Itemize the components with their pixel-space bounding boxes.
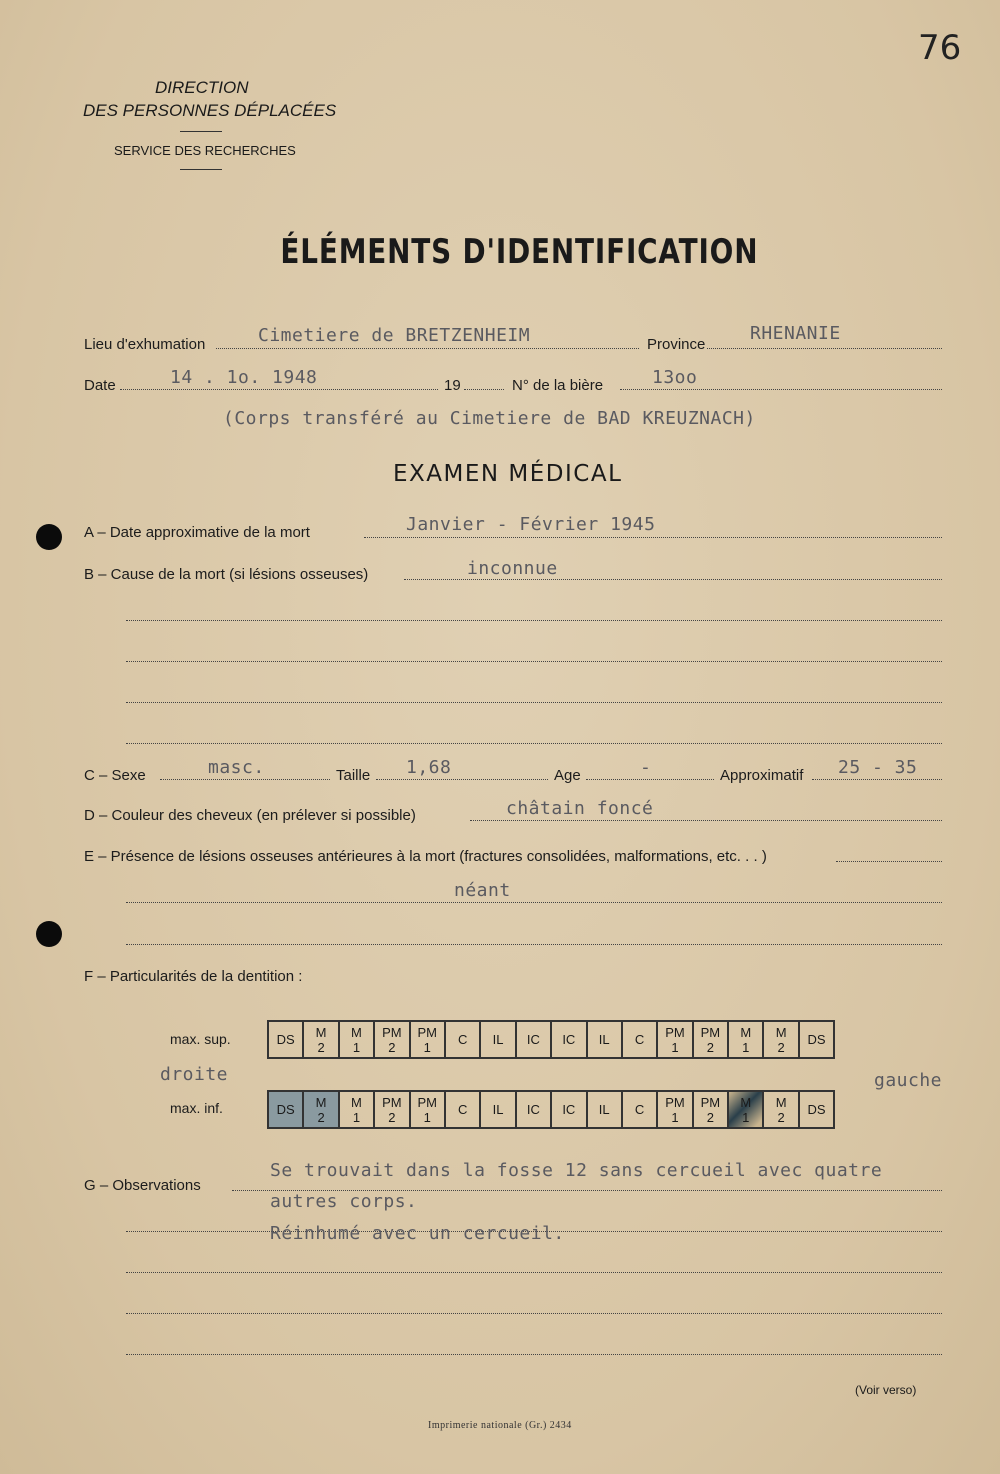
tooth-number: 1 <box>742 1109 750 1125</box>
section-g-line-4 <box>126 1313 942 1314</box>
lower-tooth-cell <box>303 1091 338 1128</box>
lower-tooth-cell <box>622 1091 657 1128</box>
section-g-line-5 <box>126 1354 942 1355</box>
section-d-line <box>470 820 942 821</box>
section-a-label: A – Date approximative de la mort <box>84 524 310 541</box>
section-b-value: inconnue <box>467 558 558 579</box>
tooth-code: PM <box>665 1024 685 1040</box>
section-b-line-4 <box>126 702 942 703</box>
section-d-label: D – Couleur des cheveux (en prélever si possible) <box>84 807 416 824</box>
lower-tooth-cell <box>763 1091 798 1128</box>
date-line <box>120 389 438 390</box>
section-b-line-5 <box>126 743 942 744</box>
droite-label: droite <box>160 1064 229 1085</box>
tooth-number: 1 <box>671 1109 679 1125</box>
tooth-code: PM <box>417 1024 437 1040</box>
lower-teeth-chart <box>267 1090 835 1129</box>
tooth-code: M <box>351 1024 362 1040</box>
lower-tooth-cell <box>728 1091 763 1128</box>
section-f-label: F – Particularités de la dentition : <box>84 968 303 985</box>
exam-title: EXAMEN MÉDICAL <box>393 461 623 487</box>
lower-tooth-cell <box>445 1091 480 1128</box>
approx-label: Approximatif <box>720 767 804 784</box>
header-direction: DIRECTION <box>155 78 249 97</box>
date-label: Date <box>84 377 116 394</box>
upper-tooth-cell <box>728 1021 763 1058</box>
upper-tooth-cell <box>480 1021 515 1058</box>
tooth-code: C <box>634 1102 645 1117</box>
tooth-number: 2 <box>388 1039 396 1055</box>
tooth-number: 2 <box>317 1039 325 1055</box>
upper-tooth-cell <box>657 1021 692 1058</box>
section-d-value: châtain foncé <box>506 798 654 819</box>
date-value: 14 . 1o. 1948 <box>170 367 318 388</box>
approx-line <box>812 779 942 780</box>
section-g-line-3 <box>126 1272 942 1273</box>
tooth-code: M <box>315 1024 327 1040</box>
section-a-line <box>364 537 942 538</box>
section-b-label: B – Cause de la mort (si lésions osseuses) <box>84 566 369 583</box>
taille-value: 1,68 <box>406 757 452 778</box>
upper-tooth-cell <box>410 1021 445 1058</box>
lower-tooth-cell <box>374 1091 409 1128</box>
biere-line <box>620 389 942 390</box>
max-inf-label: max. inf. <box>170 1100 223 1116</box>
province-line <box>707 348 942 349</box>
tooth-code: IC <box>526 1032 540 1047</box>
province-value: RHENANIE <box>750 323 841 344</box>
lieu-label: Lieu d'exhumation <box>84 336 206 353</box>
tooth-number: 1 <box>671 1039 679 1055</box>
printer-footer: Imprimerie nationale (Gr.) 2434 <box>428 1420 572 1431</box>
biere-value: 13oo <box>652 367 698 388</box>
lower-tooth-cell <box>410 1091 445 1128</box>
tooth-code: PM <box>382 1024 402 1040</box>
tooth-number: 1 <box>352 1039 361 1055</box>
gauche-label: gauche <box>874 1070 943 1091</box>
age-value: - <box>640 757 652 778</box>
tooth-code: M <box>775 1094 787 1110</box>
lower-tooth-cell <box>799 1091 834 1128</box>
tooth-code: IL <box>492 1102 504 1117</box>
observation-line-3: Réinhumé avec un cercueil. <box>270 1223 565 1244</box>
approx-value: 25 - 35 <box>838 757 918 778</box>
tooth-code: DS <box>807 1102 826 1117</box>
max-sup-label: max. sup. <box>170 1031 231 1047</box>
upper-tooth-cell <box>587 1021 622 1058</box>
upper-tooth-cell <box>374 1021 409 1058</box>
tooth-code: PM <box>700 1094 721 1110</box>
tooth-number: 2 <box>777 1039 785 1055</box>
upper-tooth-cell <box>551 1021 586 1058</box>
tooth-code: IC <box>562 1102 576 1117</box>
upper-teeth-chart <box>267 1020 835 1059</box>
section-b-line-3 <box>126 661 942 662</box>
tooth-code: M <box>775 1024 787 1040</box>
lower-tooth-cell <box>339 1091 374 1128</box>
tooth-number: 2 <box>706 1039 714 1055</box>
lower-tooth-cell <box>693 1091 728 1128</box>
page-number: 76 <box>918 28 962 68</box>
upper-tooth-cell <box>693 1021 728 1058</box>
biere-label: N° de la bière <box>512 377 604 394</box>
transfer-note: (Corps transféré au Cimetiere de BAD KREUZNACH) <box>223 408 756 429</box>
sexe-value: masc. <box>208 757 265 778</box>
tooth-code: PM <box>665 1094 685 1110</box>
upper-tooth-cell <box>339 1021 374 1058</box>
lower-tooth-cell <box>587 1091 622 1128</box>
header-service: SERVICE DES RECHERCHES <box>114 143 296 158</box>
tooth-code: PM <box>700 1024 721 1040</box>
taille-label: Taille <box>336 767 371 784</box>
lieu-value: Cimetiere de BRETZENHEIM <box>258 325 531 346</box>
year-prefix: 19 <box>444 377 461 394</box>
upper-tooth-cell <box>268 1021 303 1058</box>
voir-verso: (Voir verso) <box>855 1383 917 1397</box>
tooth-number: 2 <box>388 1109 396 1125</box>
tooth-code: M <box>740 1094 752 1110</box>
tooth-code: C <box>457 1032 468 1047</box>
tooth-number: 1 <box>423 1039 431 1055</box>
punch-hole-bottom <box>36 921 62 947</box>
section-g-label: G – Observations <box>84 1177 201 1194</box>
tooth-code: DS <box>276 1032 295 1047</box>
tooth-number: 2 <box>317 1109 325 1125</box>
tooth-number: 2 <box>706 1109 714 1125</box>
header-divider-bottom <box>180 169 222 170</box>
taille-line <box>376 779 548 780</box>
observation-line-2: autres corps. <box>270 1191 418 1212</box>
section-e-line-3 <box>126 944 942 945</box>
tooth-code: PM <box>417 1094 437 1110</box>
lower-tooth-cell <box>551 1091 586 1128</box>
province-label: Province <box>647 336 706 353</box>
upper-tooth-cell <box>445 1021 480 1058</box>
tooth-code: IL <box>492 1032 504 1047</box>
section-a-value: Janvier - Février 1945 <box>406 514 656 535</box>
header-divider-top <box>180 131 222 132</box>
lower-tooth-cell <box>480 1091 515 1128</box>
tooth-code: IC <box>562 1032 576 1047</box>
tooth-number: 1 <box>423 1109 431 1125</box>
tooth-code: IC <box>526 1102 540 1117</box>
tooth-number: 2 <box>777 1109 785 1125</box>
sexe-label: C – Sexe <box>84 767 146 784</box>
tooth-number: 1 <box>742 1039 750 1055</box>
upper-tooth-cell <box>516 1021 551 1058</box>
tooth-code: IL <box>598 1032 610 1047</box>
section-b-line-2 <box>126 620 942 621</box>
tooth-code: IL <box>598 1102 610 1117</box>
lower-tooth-cell <box>268 1091 303 1128</box>
sexe-line <box>160 779 330 780</box>
header-department: DES PERSONNES DÉPLACÉES <box>83 101 337 120</box>
upper-tooth-cell <box>622 1021 657 1058</box>
observation-line-1: Se trouvait dans la fosse 12 sans cercueil avec quatre <box>270 1160 883 1181</box>
tooth-code: M <box>351 1094 362 1110</box>
tooth-code: PM <box>382 1094 402 1110</box>
lower-tooth-cell <box>657 1091 692 1128</box>
section-e-value: néant <box>454 880 511 901</box>
punch-hole-top <box>36 524 62 550</box>
lower-tooth-cell <box>516 1091 551 1128</box>
section-e-label: E – Présence de lésions osseuses antérieures à la mort (fractures consolidées, malformations, etc. . . ) <box>84 848 767 865</box>
tooth-number: 1 <box>352 1109 361 1125</box>
upper-tooth-cell <box>763 1021 798 1058</box>
upper-tooth-cell <box>799 1021 834 1058</box>
tooth-code: DS <box>276 1102 295 1117</box>
section-b-line <box>404 579 942 580</box>
tooth-code: M <box>740 1024 752 1040</box>
tooth-code: DS <box>807 1032 826 1047</box>
section-e-line-2 <box>126 902 942 903</box>
age-line <box>586 779 714 780</box>
upper-tooth-cell <box>303 1021 338 1058</box>
section-e-line-1 <box>836 861 942 862</box>
tooth-code: C <box>457 1102 468 1117</box>
page-title: ÉLÉMENTS D'IDENTIFICATION <box>280 232 759 272</box>
age-label: Age <box>554 767 581 784</box>
tooth-code: C <box>634 1032 645 1047</box>
year-line <box>464 389 504 390</box>
tooth-code: M <box>315 1094 327 1110</box>
lieu-line <box>216 348 639 349</box>
